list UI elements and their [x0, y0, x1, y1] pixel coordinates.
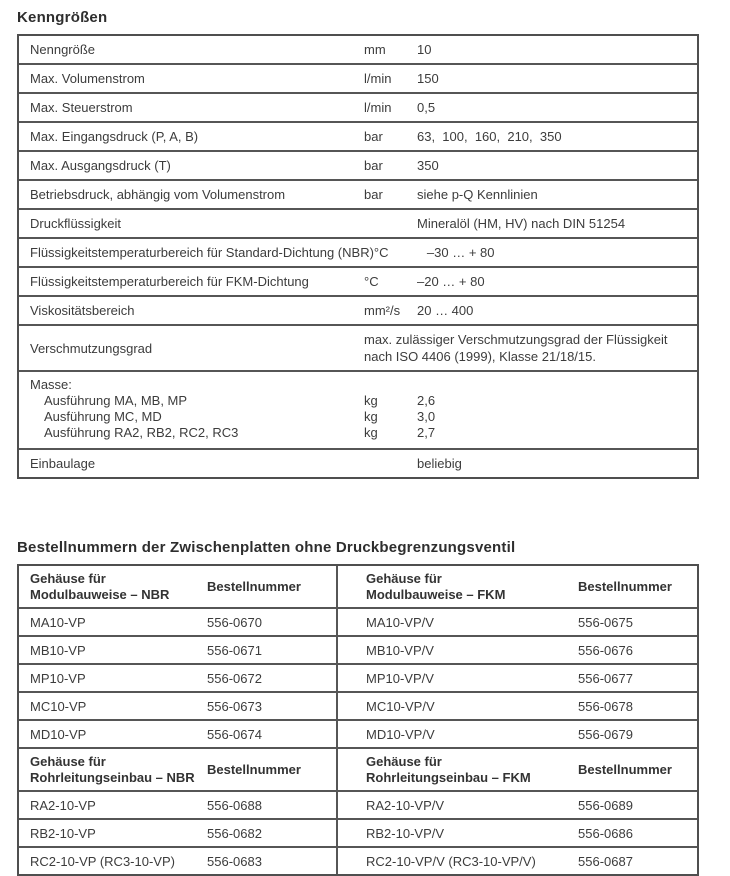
part-name-nbr: RC2-10-VP (RC3-10-VP) [30, 853, 175, 869]
order-number-nbr: 556-0673 [207, 698, 262, 714]
spec-label: Verschmutzungsgrad [30, 340, 153, 356]
spec-row-verschmutzungsgrad [19, 324, 697, 370]
spec-label: Flüssigkeitstemperaturbereich für Standard-Dichtung (NBR) [30, 245, 374, 260]
order-row [19, 691, 697, 719]
order-header-name-nbr: Gehäuse für Modulbauweise – NBR [30, 570, 170, 602]
spec-value: beliebig [417, 456, 462, 471]
order-header-number: Bestellnummer [207, 762, 301, 777]
order-number-nbr: 556-0683 [207, 853, 262, 869]
part-name-nbr: MB10-VP [30, 642, 86, 658]
order-number-fkm: 556-0677 [578, 670, 633, 686]
bestellnummern-table [17, 564, 699, 876]
spec-label: Betriebsdruck, abhängig vom Volumenstrom [30, 187, 286, 202]
part-name-nbr: MD10-VP [30, 726, 87, 742]
spec-value: 10 [417, 42, 432, 57]
spec-row-nenngroesse [19, 36, 697, 63]
spec-unit: kg [364, 393, 378, 408]
spec-unit: mm²/s [364, 303, 401, 318]
part-name-nbr: RB2-10-VP [30, 825, 96, 841]
order-number-nbr: 556-0670 [207, 614, 262, 630]
spec-value: 2,7 [417, 425, 436, 440]
order-number-nbr: 556-0674 [207, 726, 262, 742]
spec-row-masse [19, 370, 697, 448]
part-name-nbr: MC10-VP [30, 698, 87, 714]
part-name-nbr: MA10-VP [30, 614, 86, 630]
spec-row-max-ausgangsdruck [19, 150, 697, 179]
spec-value: 350 [417, 158, 439, 173]
spec-value: –30 … + 80 [426, 245, 495, 260]
spec-row-max-eingangsdruck [19, 121, 697, 150]
order-number-fkm: 556-0687 [578, 853, 633, 869]
spec-row-betriebsdruck [19, 179, 697, 208]
spec-unit: kg [364, 409, 378, 424]
kenngroessen-table [17, 34, 699, 479]
order-header-right [338, 566, 697, 607]
spec-value: Mineralöl (HM, HV) nach DIN 51254 [417, 216, 626, 231]
spec-row-druckfluessigkeit [19, 208, 697, 237]
spec-value: –20 … + 80 [417, 274, 485, 289]
masse-line [19, 425, 697, 441]
spec-unit: kg [364, 425, 378, 440]
order-number-fkm: 556-0689 [578, 797, 633, 813]
order-number-fkm: 556-0678 [578, 698, 633, 714]
masse-title: Masse: [30, 377, 72, 392]
spec-label: Druckflüssigkeit [30, 216, 122, 231]
masse-line [19, 409, 697, 425]
spec-label: Ausführung RA2, RB2, RC2, RC3 [44, 425, 239, 440]
order-header-number: Bestellnummer [578, 762, 672, 777]
order-header-row-modul [19, 566, 697, 607]
spec-row-max-volumenstrom [19, 63, 697, 92]
order-number-nbr: 556-0672 [207, 670, 262, 686]
spec-label: Einbaulage [30, 456, 96, 471]
part-name-fkm: RA2-10-VP/V [366, 797, 445, 813]
spec-row-temperatur-nbr [19, 237, 697, 266]
spec-row-temperatur-fkm [19, 266, 697, 295]
order-header-right [338, 749, 697, 790]
order-number-nbr: 556-0682 [207, 825, 262, 841]
spec-unit: °C [364, 274, 379, 289]
order-number-fkm: 556-0676 [578, 642, 633, 658]
part-name-fkm: RC2-10-VP/V (RC3-10-VP/V) [366, 853, 536, 869]
order-header-name-nbr: Gehäuse für Rohrleitungseinbau – NBR [30, 753, 195, 785]
order-number-nbr: 556-0688 [207, 797, 262, 813]
spec-unit: °C [373, 245, 389, 260]
spec-label: Nenngröße [30, 42, 96, 57]
part-name-fkm: MA10-VP/V [366, 614, 434, 630]
spec-note-line2: nach ISO 4406 (1999), Klasse 21/18/15. [364, 349, 596, 364]
order-header-number: Bestellnummer [207, 579, 301, 594]
spec-value: 150 [417, 71, 439, 86]
order-row [19, 818, 697, 846]
spec-label: Max. Steuerstrom [30, 100, 133, 115]
spec-value: 0,5 [417, 100, 436, 115]
spec-value: 63, 100, 160, 210, 350 [417, 129, 562, 144]
order-row [19, 607, 697, 635]
order-header-left [19, 566, 338, 607]
order-header-row-rohr [19, 747, 697, 790]
part-name-fkm: MP10-VP/V [366, 670, 434, 686]
order-header-left [19, 749, 338, 790]
order-row [19, 790, 697, 818]
part-name-nbr: MP10-VP [30, 670, 86, 686]
spec-note-line1: max. zulässiger Verschmutzungsgrad der Flüssigkeit [364, 332, 668, 347]
order-number-fkm: 556-0686 [578, 825, 633, 841]
order-header-name-fkm: Gehäuse für Rohrleitungseinbau – FKM [366, 753, 531, 785]
kenngroessen-title: Kenngrößen [17, 9, 108, 26]
order-row [19, 846, 697, 874]
spec-label: Ausführung MC, MD [44, 409, 162, 424]
order-row [19, 719, 697, 747]
masse-line [19, 393, 697, 409]
order-number-fkm: 556-0675 [578, 614, 633, 630]
spec-label: Flüssigkeitstemperaturbereich für FKM-Dichtung [30, 274, 309, 289]
spec-unit: bar [364, 158, 383, 173]
spec-label: Max. Volumenstrom [30, 71, 145, 86]
order-header-name-fkm: Gehäuse für Modulbauweise – FKM [366, 570, 506, 602]
order-number-nbr: 556-0671 [207, 642, 262, 658]
spec-value: siehe p-Q Kennlinien [417, 187, 538, 202]
part-name-fkm: MD10-VP/V [366, 726, 435, 742]
spec-unit: bar [364, 129, 383, 144]
spec-label: Ausführung MA, MB, MP [44, 393, 188, 408]
spec-label: Viskositätsbereich [30, 303, 135, 318]
order-header-number: Bestellnummer [578, 579, 672, 594]
spec-value: 20 … 400 [417, 303, 474, 318]
order-number-fkm: 556-0679 [578, 726, 633, 742]
spec-unit: l/min [364, 71, 392, 86]
spec-row-viskositaet [19, 295, 697, 324]
order-row [19, 663, 697, 691]
part-name-fkm: MC10-VP/V [366, 698, 435, 714]
bestellnummern-section [17, 539, 730, 876]
part-name-fkm: RB2-10-VP/V [366, 825, 445, 841]
spec-unit: mm [364, 42, 386, 57]
spec-value: 3,0 [417, 409, 436, 424]
spec-note [364, 331, 697, 365]
part-name-nbr: RA2-10-VP [30, 797, 96, 813]
spec-row-einbaulage [19, 448, 697, 477]
order-row [19, 635, 697, 663]
spec-unit: bar [364, 187, 383, 202]
spec-row-max-steuerstrom [19, 92, 697, 121]
spec-label: Max. Ausgangsdruck (T) [30, 158, 171, 173]
bestellnummern-title: Bestellnummern der Zwischenplatten ohne Druckbegrenzungsventil [17, 539, 516, 556]
spec-unit: l/min [364, 100, 392, 115]
part-name-fkm: MB10-VP/V [366, 642, 434, 658]
spec-value: 2,6 [417, 393, 436, 408]
spec-label: Max. Eingangsdruck (P, A, B) [30, 129, 199, 144]
